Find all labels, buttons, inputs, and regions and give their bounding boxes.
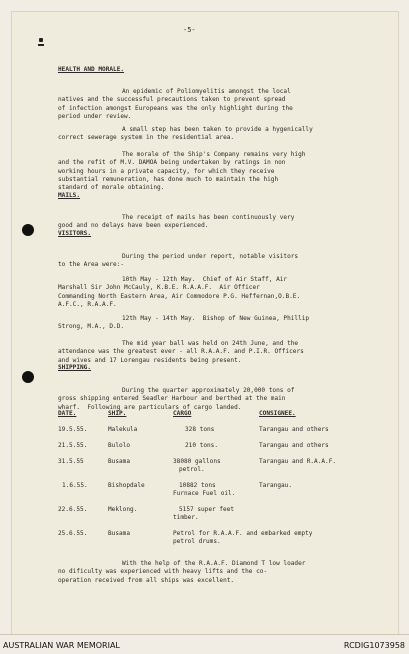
section-heading-health: HEALTH AND MORALE. <box>58 66 125 73</box>
paragraph-shipping-closing: With the help of the R.A.A.F. Diamond T low loader no dificulty was experienced with heavy lifts and the co- operation received from all ships was excellent. <box>58 560 306 584</box>
cell-date: 19.5.55. <box>58 426 88 433</box>
column-header-date: DATE. <box>58 410 77 417</box>
punch-hole <box>22 371 34 383</box>
archive-footer <box>0 634 409 654</box>
stray-mark <box>38 44 44 46</box>
cell-ship: Malekula <box>108 426 138 433</box>
cell-cargo: 5157 super feet timber. <box>173 506 235 522</box>
cell-cargo: 10882 tons Furnace Fuel oil. <box>173 482 236 498</box>
column-header-consignee: CONSIGNEE. <box>259 410 296 417</box>
cell-ship: Bulolo <box>108 442 131 449</box>
footer-source: AUSTRALIAN WAR MEMORIAL <box>3 641 120 650</box>
paragraph-visitor-2: 12th May - 14th May. Bishop of New Guinea, Phillip Strong, M.A., D.D. <box>58 315 310 331</box>
paragraph-visitors-intro: During the period under report, notable visitors to the Area were:- <box>58 253 299 269</box>
cell-cargo: 328 tons <box>185 426 215 433</box>
stray-mark <box>39 38 43 42</box>
paragraph-health-1: An epidemic of Poliomyelitis amongst the local natives and the successful precautions taken to prevent spread of infection amongst Europeans was the only highlight during the period under review. <box>58 88 293 120</box>
paragraph-mails: The receipt of mails has been continuously very good and no delays have been experienced. <box>58 214 295 230</box>
cell-consignee: Tarangau and others <box>259 442 329 449</box>
cell-ship: Bishopdale <box>108 482 145 489</box>
cell-cargo: 210 tons. <box>185 442 219 449</box>
section-heading-shipping: SHIPPING. <box>58 364 92 371</box>
paragraph-health-3: The morale of the Ship's Company remains very high and the refit of M.V. DAMOA being undertaken by ratings in non working hours in a private capacity, for which they receive substantial remuneration, has done much to maintain the high standard of morale obtaining. <box>58 151 306 192</box>
page-number: -5- <box>183 26 196 34</box>
cell-cargo: Petrol for R.A.A.F. and embarked empty petrol drums. <box>173 530 313 546</box>
cell-consignee: Tarangau and R.A.A.F. <box>259 458 337 465</box>
cell-consignee: Tarangau. <box>259 482 293 489</box>
paragraph-visitor-1: 10th May - 12th May. Chief of Air Staff, Air Marshall Sir John McCauly, K.B.E. R.A.A.F. Air Officer Commanding North Eastern Area, Air Commodore P.G. Heffernan,O.B.E. A.F.C., R.A.A.F. <box>58 276 301 308</box>
paragraph-health-2: A small step has been taken to provide a hygenically correct sewerage system in the residential area. <box>58 126 313 142</box>
cell-consignee: Tarangau and others <box>259 426 329 433</box>
cell-cargo: 38080 gallons petrol. <box>173 458 221 474</box>
column-header-cargo: CARGO <box>173 410 192 417</box>
cell-date: 31.5.55 <box>58 458 84 465</box>
footer-record-id: RCDIG1073958 <box>343 641 405 650</box>
cell-ship: Meklong. <box>108 506 138 513</box>
cell-date: 22.6.55. <box>58 506 88 513</box>
cell-date: 1.6.55. <box>62 482 88 489</box>
section-heading-visitors: VISITORS. <box>58 230 92 237</box>
paragraph-shipping-intro: During the quarter approximately 20,000 tons of gross shipping entered Seadler Harbour and berthed at the main wharf. Following are particulars of cargo landed. <box>58 387 295 411</box>
cell-ship: Busama <box>108 530 131 537</box>
column-header-ship: SHIP. <box>108 410 127 417</box>
paragraph-ball: The mid year ball was held on 24th June, and the attendance was the greatest ever - all R.A.A.F. and P.I.R. Officers and wives and 17 Lorengau residents being present. <box>58 340 304 364</box>
punch-hole <box>22 224 34 236</box>
cell-date: 21.5.55. <box>58 442 88 449</box>
section-heading-mails: MAILS. <box>58 192 81 199</box>
cell-ship: Busama <box>108 458 131 465</box>
cell-date: 25.6.55. <box>58 530 88 537</box>
